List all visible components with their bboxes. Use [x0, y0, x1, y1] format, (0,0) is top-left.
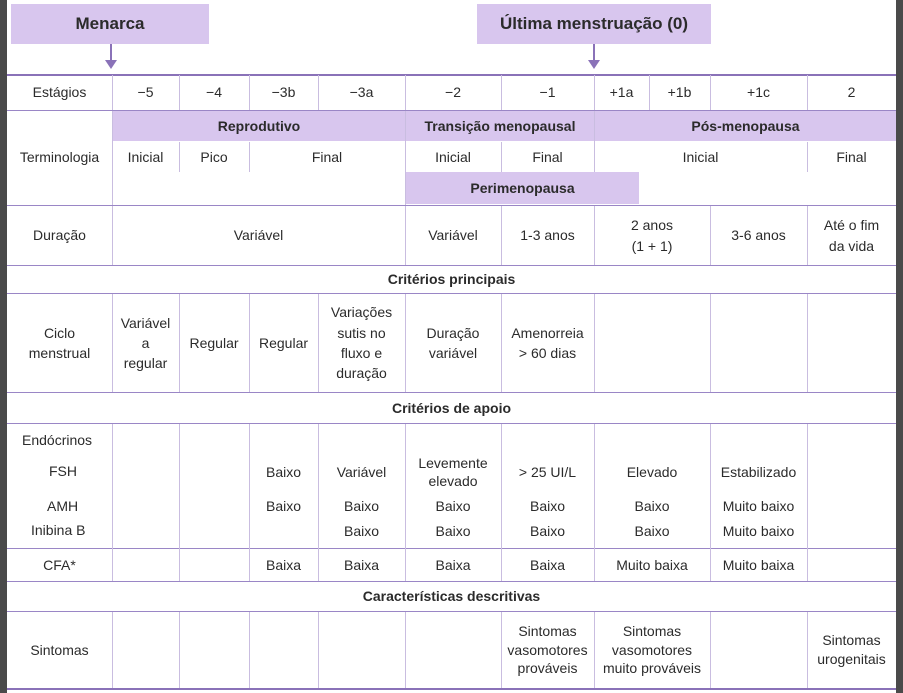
- stage-value: −3b: [271, 84, 296, 101]
- col-sep: [112, 424, 113, 581]
- ciclo-value: Variável a regular: [120, 314, 171, 372]
- stage-value: 2: [847, 84, 856, 101]
- ciclo-value: Amenorreia > 60 dias: [511, 324, 584, 361]
- col-sep: [710, 612, 711, 688]
- ultima-menstruacao-label: Última menstruação (0): [477, 4, 711, 44]
- amh-label: AMH: [47, 498, 79, 514]
- term-inicial: Inicial: [127, 148, 164, 165]
- term-final: Final: [311, 148, 343, 165]
- duracao-fim-vida: Até o fim da vida: [823, 217, 880, 254]
- cfa-value: Muito baixa: [616, 556, 688, 573]
- col-sep: [112, 612, 113, 688]
- posmenopausa-header: Pós-menopausa: [691, 117, 800, 134]
- ciclo-value: Regular: [258, 334, 309, 351]
- col-sep: [807, 424, 808, 581]
- term-final: Final: [532, 148, 563, 165]
- menarca-arrow-icon: [105, 60, 117, 69]
- amh-value: Baixo: [343, 497, 380, 514]
- fsh-value: Levemente elevado: [418, 454, 488, 489]
- ciclo-value: Duração variável: [426, 324, 480, 361]
- inibina-value: Baixo: [634, 522, 670, 539]
- amh-value: Baixo: [435, 497, 471, 514]
- sintomas-value: Sintomas vasomotores muito prováveis: [602, 622, 702, 677]
- ciclo-value: Variações sutis no fluxo e duração: [330, 304, 393, 382]
- fsh-value: Elevado: [626, 463, 678, 480]
- fsh-value: Variável: [336, 463, 387, 480]
- fsh-label: FSH: [49, 463, 77, 479]
- inibina-label: Inibina B: [31, 522, 86, 538]
- ultima-arrow-icon: [588, 60, 600, 69]
- cfa-value: Baixa: [435, 556, 471, 573]
- stage-value: −2: [445, 84, 461, 101]
- ultima-line: [593, 44, 595, 60]
- ciclo-label: Ciclo menstrual: [28, 324, 91, 361]
- reprodutivo-header: Reprodutivo: [217, 117, 301, 134]
- inibina-value: Baixo: [529, 522, 566, 539]
- perimenopausa-header: Perimenopausa: [470, 179, 575, 196]
- transicao-header: Transição menopausal: [424, 117, 576, 134]
- criterios-apoio-header: Critérios de apoio: [391, 399, 512, 416]
- amh-value: Muito baixo: [722, 497, 795, 514]
- terminologia-label: Terminologia: [19, 148, 100, 165]
- duracao-3-6-anos: 3-6 anos: [731, 227, 786, 244]
- duracao-label: Duração: [33, 227, 86, 244]
- estagios-label: Estágios: [32, 84, 87, 101]
- inibina-value: Baixo: [343, 522, 380, 539]
- sintomas-value: Sintomas vasomotores prováveis: [507, 622, 588, 677]
- rule-bottom: [7, 688, 896, 690]
- stage-value: −1: [539, 84, 556, 101]
- fsh-value: Baixo: [265, 463, 302, 480]
- sintomas-value: Sintomas urogenitais: [817, 632, 886, 667]
- col-sep: [710, 294, 711, 392]
- inibina-value: Baixo: [435, 522, 471, 539]
- stage-value: −3a: [349, 84, 374, 101]
- col-sep: [249, 612, 250, 688]
- stage-value: +1a: [609, 84, 634, 101]
- amh-value: Baixo: [634, 497, 670, 514]
- col-sep: [179, 612, 180, 688]
- duracao-2-anos: 2 anos (1 + 1): [630, 217, 674, 254]
- cfa-value: Baixa: [265, 556, 302, 573]
- cfa-label: CFA*: [43, 556, 76, 573]
- stage-value: −4: [206, 84, 222, 101]
- sintomas-label: Sintomas: [30, 641, 89, 658]
- duracao-variavel: Variável: [428, 227, 478, 244]
- stage-value: +1b: [667, 84, 692, 101]
- rule: [7, 423, 896, 424]
- inibina-value: Muito baixo: [722, 522, 795, 539]
- caracteristicas-header: Características descritivas: [362, 588, 541, 605]
- criterios-principais-header: Critérios principais: [387, 271, 516, 288]
- term-pico: Pico: [200, 148, 228, 165]
- col-sep: [179, 424, 180, 581]
- ciclo-value: Regular: [189, 334, 239, 351]
- menarca-line: [110, 44, 112, 60]
- term-final: Final: [836, 148, 867, 165]
- stage-value: −5: [137, 84, 154, 101]
- straw-staging-diagram: [7, 0, 896, 693]
- col-sep: [405, 612, 406, 688]
- menarca-label: Menarca: [11, 4, 209, 44]
- duracao-1-3-anos: 1-3 anos: [520, 227, 575, 244]
- amh-value: Baixo: [265, 497, 302, 514]
- fsh-value: > 25 UI/L: [518, 463, 577, 480]
- cfa-value: Muito baixa: [722, 556, 795, 573]
- amh-value: Baixo: [529, 497, 566, 514]
- col-sep: [318, 612, 319, 688]
- term-inicial: Inicial: [435, 148, 471, 165]
- endocrinos-label: Endócrinos: [22, 432, 93, 448]
- fsh-value: Estabilizado: [720, 463, 797, 480]
- cfa-value: Baixa: [343, 556, 380, 573]
- col-sep: [807, 294, 808, 392]
- rule: [7, 611, 896, 612]
- duracao-variavel: Variável: [233, 227, 284, 244]
- cfa-value: Baixa: [529, 556, 566, 573]
- stage-value: +1c: [747, 84, 770, 101]
- term-inicial: Inicial: [682, 148, 719, 165]
- col-sep: [594, 294, 595, 392]
